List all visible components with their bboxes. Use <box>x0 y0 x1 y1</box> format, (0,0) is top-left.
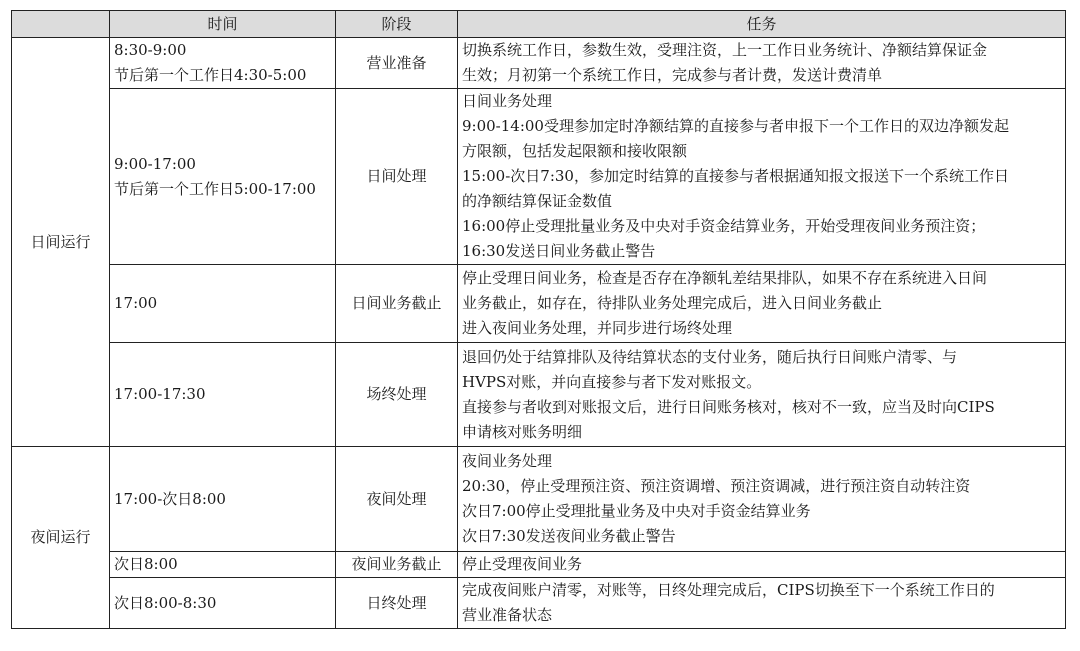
task-line: 次日7:30发送夜间业务截止警告 <box>462 527 676 545</box>
time-line: 17:00-次日8:00 <box>114 489 226 508</box>
time-line: 次日8:00 <box>114 555 178 573</box>
time-line: 17:00 <box>114 294 158 312</box>
phase-cell: 日间业务截止 <box>336 265 458 343</box>
task-cell <box>458 89 1066 265</box>
time-line: 次日8:00-8:30 <box>114 593 217 612</box>
table-row <box>12 447 1066 552</box>
table-row <box>12 343 1066 447</box>
task-line: 16:00停止受理批量业务及中央对手资金结算业务，开始受理夜间业务预注资； <box>462 217 986 235</box>
task-line: 切换系统工作日，参数生效，受理注资，上一工作日业务统计、净额结算保证金 <box>462 41 988 59</box>
time-line: 9:00-17:00 <box>114 154 196 173</box>
schedule-table-container <box>11 10 1066 629</box>
task-line: 直接参与者收到对账报文后，进行日间账务核对，核对不一致，应当及时向CIPS <box>462 397 995 416</box>
task-cell <box>458 265 1066 343</box>
header-task: 任务 <box>458 11 1066 38</box>
table-row <box>12 265 1066 343</box>
task-line: 次日7:00停止受理批量业务及中央对手资金结算业务 <box>462 502 811 520</box>
phase-cell: 营业准备 <box>336 38 458 89</box>
table-row <box>12 38 1066 89</box>
operation-mode-cell: 夜间运行 <box>12 447 110 629</box>
task-line: 日间业务处理 <box>462 92 553 110</box>
task-line: 进入夜间业务处理，并同步进行场终处理 <box>462 319 733 337</box>
time-line: 8:30-9:00 <box>114 41 187 59</box>
table-row <box>12 578 1066 629</box>
task-line: HVPS对账，并向直接参与者下发对账报文。 <box>462 372 762 391</box>
task-cell <box>458 447 1066 552</box>
task-line: 夜间业务处理 <box>462 452 553 470</box>
task-line: 申请核对账务明细 <box>462 422 583 441</box>
schedule-table <box>11 10 1066 629</box>
time-cell <box>110 447 336 552</box>
time-cell <box>110 265 336 343</box>
phase-cell: 夜间业务截止 <box>336 552 458 578</box>
task-line: 完成夜间账户清零，对账等，日终处理完成后，CIPS切换至下一个系统工作日的 <box>462 581 995 599</box>
header-time: 时间 <box>110 11 336 38</box>
header-phase: 阶段 <box>336 11 458 38</box>
task-line: 9:00-14:00受理参加定时净额结算的直接参与者申报下一个工作日的双边净额发起 <box>462 117 1009 135</box>
task-line: 停止受理夜间业务 <box>462 555 583 573</box>
table-row <box>12 552 1066 578</box>
table-row <box>12 89 1066 265</box>
time-cell <box>110 89 336 265</box>
task-line: 20:30，停止受理预注资、预注资调增、预注资调减，进行预注资自动转注资 <box>462 477 971 495</box>
time-cell <box>110 343 336 447</box>
header-blank <box>12 11 110 38</box>
task-line: 15:00-次日7:30，参加定时结算的直接参与者根据通知报文报送下一个系统工作日 <box>462 167 1009 185</box>
task-line: 16:30发送日间业务截止警告 <box>462 242 656 260</box>
phase-cell: 夜间处理 <box>336 447 458 552</box>
operation-mode-cell: 日间运行 <box>12 38 110 447</box>
task-line: 营业准备状态 <box>462 606 553 624</box>
time-cell <box>110 552 336 578</box>
task-cell <box>458 343 1066 447</box>
header-row <box>12 11 1066 38</box>
task-line: 方限额，包括发起限额和接收限额 <box>462 142 688 160</box>
time-line: 节后第一个工作日4:30-5:00 <box>114 66 307 84</box>
task-cell <box>458 552 1066 578</box>
time-cell <box>110 578 336 629</box>
time-cell <box>110 38 336 89</box>
time-line: 17:00-17:30 <box>114 385 206 403</box>
task-line: 业务截止，如存在，待排队业务处理完成后，进入日间业务截止 <box>462 294 883 312</box>
time-line: 节后第一个工作日5:00-17:00 <box>114 179 316 198</box>
phase-cell: 场终处理 <box>336 343 458 447</box>
task-line: 生效；月初第一个系统工作日，完成参与者计费，发送计费清单 <box>462 66 883 84</box>
task-cell <box>458 38 1066 89</box>
task-line: 的净额结算保证金数值 <box>462 192 613 210</box>
phase-cell: 日间处理 <box>336 89 458 265</box>
phase-cell: 日终处理 <box>336 578 458 629</box>
task-cell <box>458 578 1066 629</box>
task-line: 停止受理日间业务，检查是否存在净额轧差结果排队，如果不存在系统进入日间 <box>462 269 988 287</box>
task-line: 退回仍处于结算排队及待结算状态的支付业务，随后执行日间账户清零、与 <box>462 347 958 366</box>
